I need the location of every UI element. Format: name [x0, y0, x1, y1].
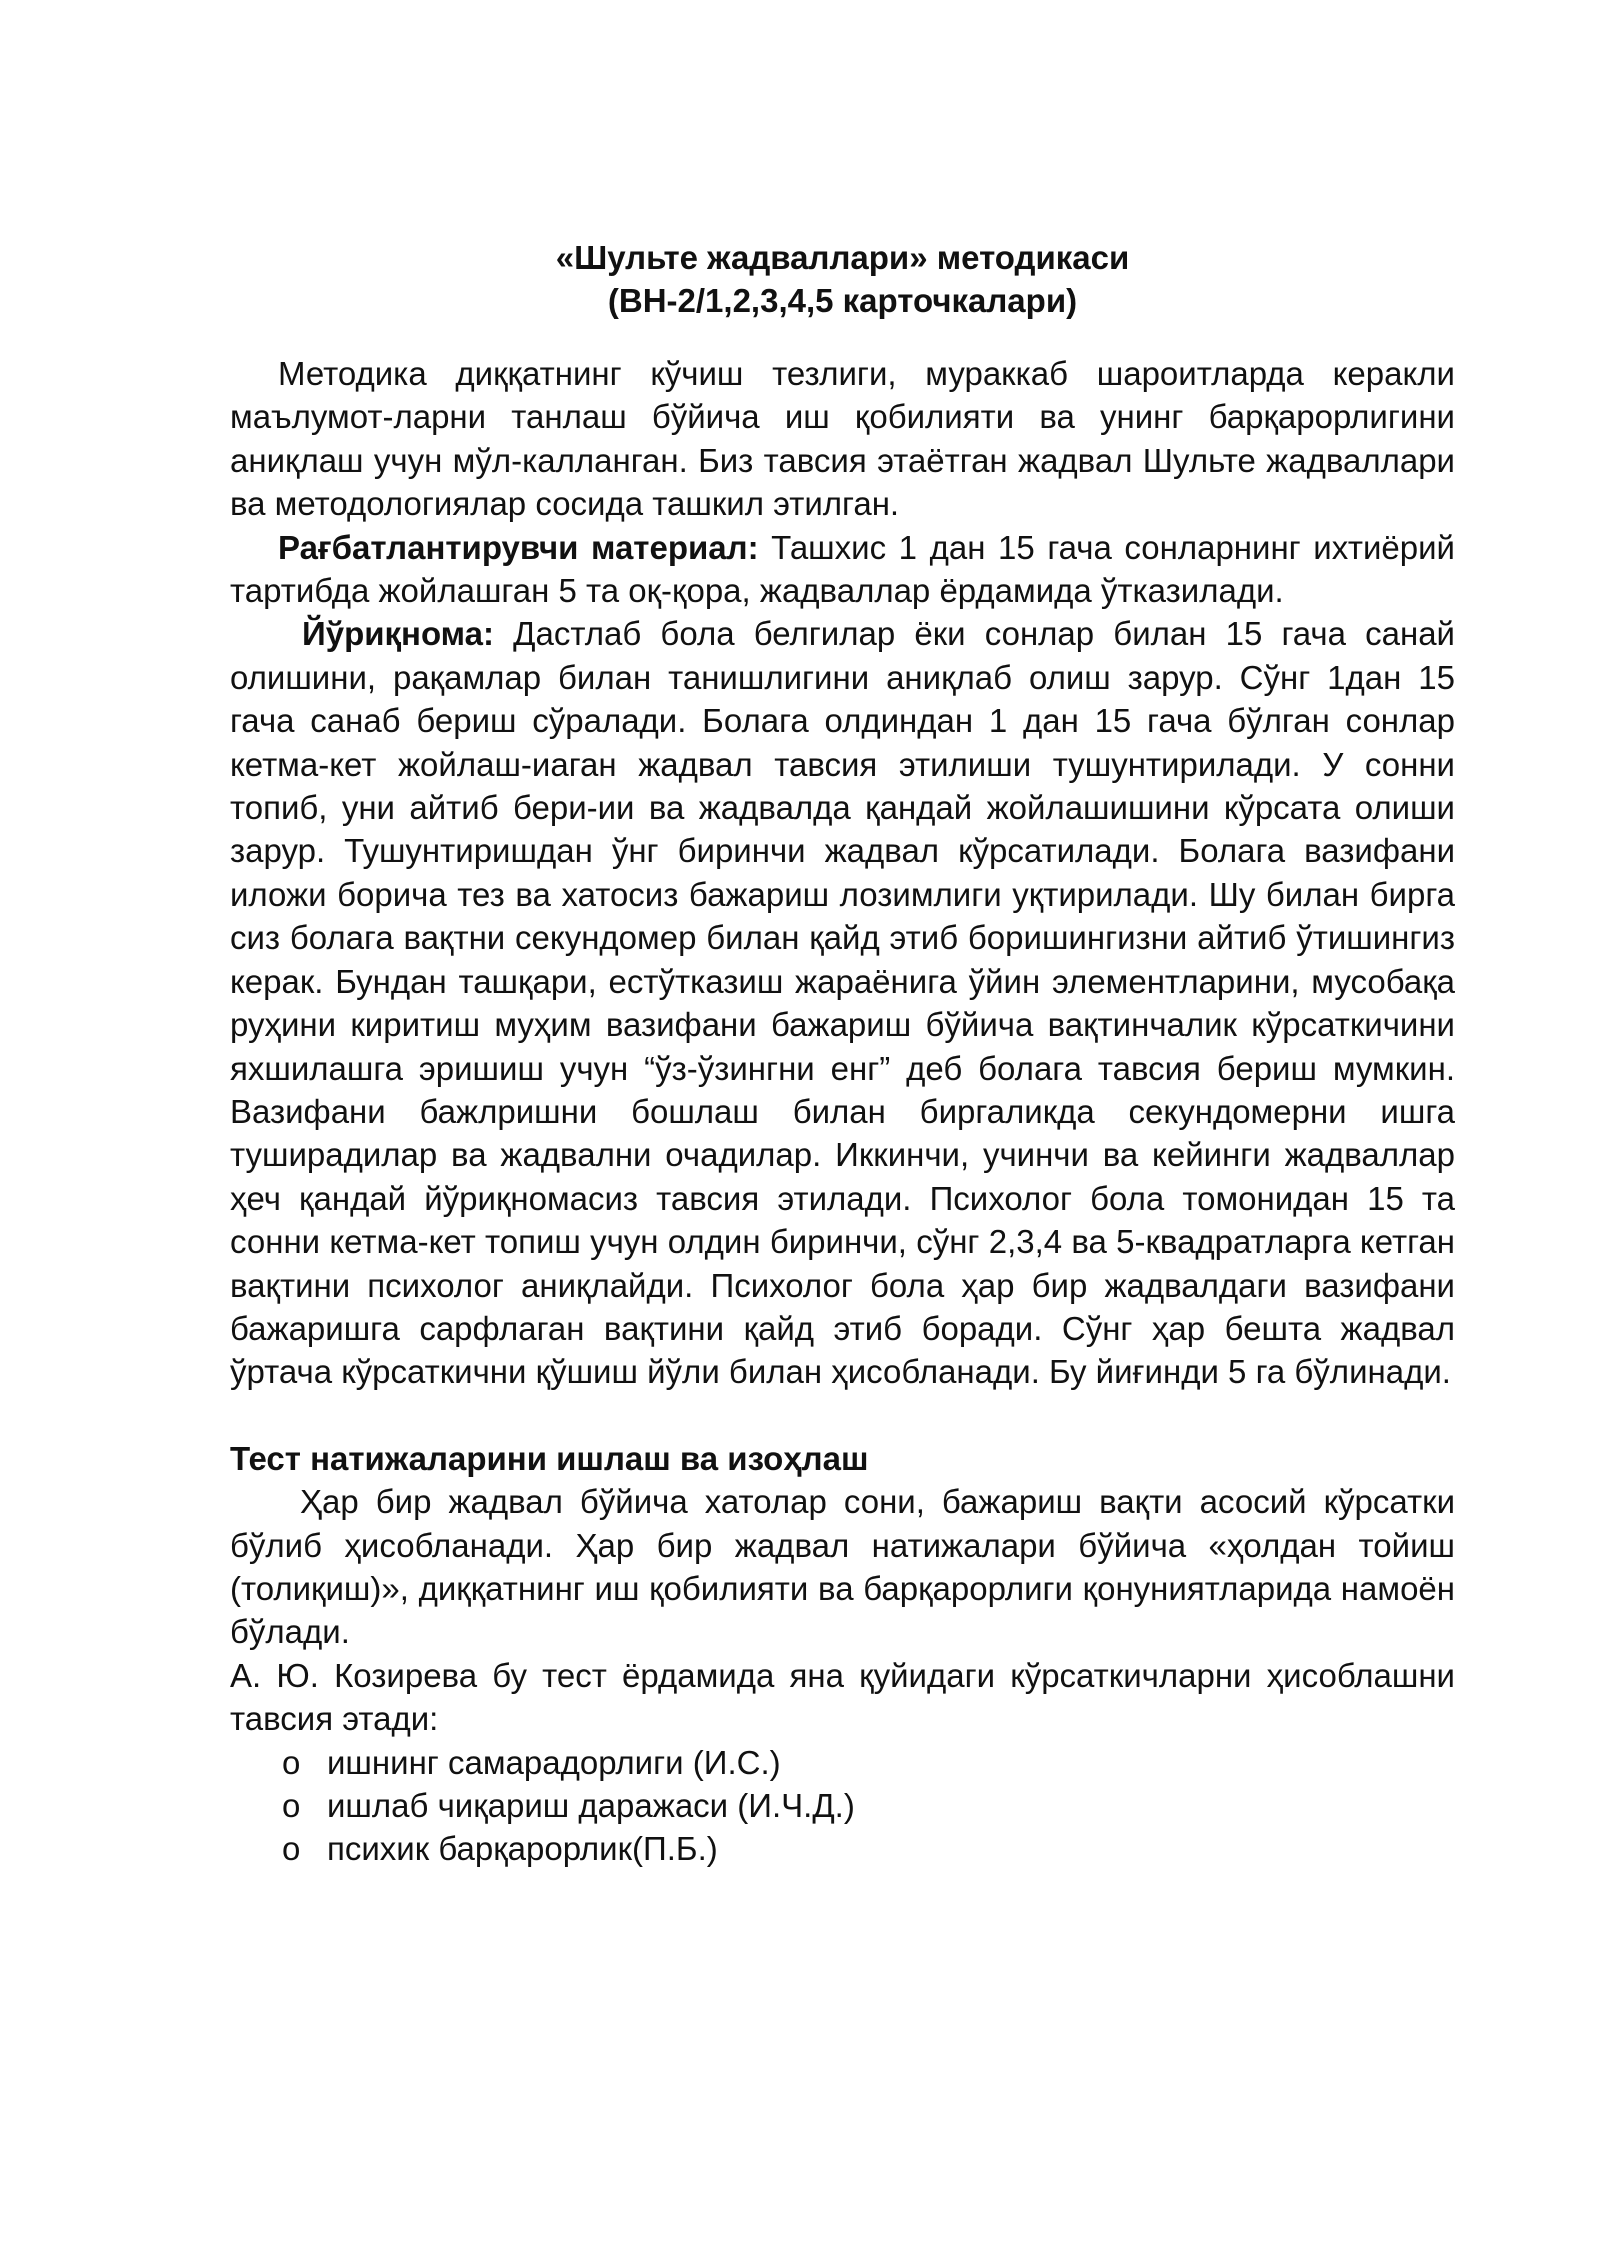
intro-paragraph: Методика диққатнинг кўчиш тезлиги, мураккаб шароитларда керакли маълумот-ларни танлаш бўйича иш қобилияти ва унинг барқарорлигини аниқлаш учун мўл-калланган. Биз тавсия этаётган жадвал Шульте жадваллари ва методологиялар сосида ташкил этилган.	[230, 355, 1455, 523]
material-text: Ташхис 1 дан 15 гача сонларнинг ихтиёрий тартибда жойлашган 5 та оқ-қора, жадваллар ёрдамида ўтказилади.	[230, 528, 1455, 610]
instruction-paragraph	[230, 612, 1455, 1393]
list-item	[282, 1784, 1455, 1827]
results-heading: Тест натижаларини ишлаш ва изоҳлаш	[230, 1439, 869, 1477]
list-item-text: ишнинг самарадорлиги (И.С.)	[327, 1743, 781, 1781]
list-bullet: o	[282, 1830, 301, 1868]
indicator-list	[230, 1741, 1455, 1871]
material-paragraph	[230, 526, 1455, 613]
title-line-2: (ВН-2/1,2,3,4,5 карточкалари)	[607, 282, 1078, 319]
list-item	[282, 1741, 1455, 1784]
list-bullet: o	[282, 1787, 301, 1824]
document-page	[230, 236, 1455, 1871]
list-item-text: ишлаб чиқариш даражаси (И.Ч.Д.)	[327, 1787, 855, 1824]
material-label: Рағбатлантирувчи материал:	[278, 528, 759, 566]
document-title	[230, 236, 1455, 322]
instruction-label: Йўриқнома:	[302, 615, 495, 653]
title-line-1: «Шульте жадваллари» методикаси	[555, 239, 1130, 276]
list-bullet: o	[282, 1743, 301, 1781]
list-item	[282, 1827, 1455, 1870]
list-item-text: психик барқарорлик(П.Б.)	[327, 1830, 718, 1868]
kozireva-paragraph: А. Ю. Козирева бу тест ёрдамида яна қуйидаги кўрсаткичларни ҳисоблашни тавсия этади:	[230, 1656, 1455, 1738]
instruction-text: Дастлаб бола белгилар ёки сонлар билан 15 гача санай олишини, рақамлар билан танишлигини аниқлаб олиш зарур. Сўнг 1дан 15 гача санаб бериш сўралади. Болага олдиндан 1 дан 15 гача бўлган сонлар кетма-кет жойлаш-иаган жадвал тавсия этилиши тушунтирилади. У сонни топиб, уни айтиб бери-ии ва жадвалда қандай жойлашишини кўрсата олиши зарур. Тушунтиришдан ўнг биринчи жадвал кўрсатилади. Болага вазифани иложи борича тез ва хатосиз бажариш лозимлиги уқтирилади. Шу билан бирга сиз болага вақтни секундомер билан қайд этиб боришингизни айтиб ўтишингиз керак. Бундан ташқари, естўтказиш жараёнига ўйин элементларини, мусобақа руҳини киритиш муҳим вазифани бажариш бўйича вақтинчалик кўрсаткичини яхшилашга эришиш учун “ўз-ўзингни енг” деб болага тавсия бериш мумкин. Вазифани бажлришни бошлаш билан биргаликда секундомерни ишга туширадилар ва жадвални очадилар. Иккинчи, учинчи ва кейинги жадваллар ҳеч қандай йўриқномасиз тавсия этилади. Психолог бола томонидан 15 та сонни кетма-кет топиш учун олдин биринчи, сўнг 2,3,4 ва 5-квадратларга кетган вақтини психолог аниқлайди. Психолог бола ҳар бир жадвалдаги вазифани бажаришга сарфлаган вақтини қайд этиб боради. Сўнг ҳар бешта жадвал ўртача кўрсаткични қўшиш йўли билан ҳисобланади. Бу йиғинди 5 га бўлинади.	[230, 615, 1455, 1391]
results-paragraph: Ҳар бир жадвал бўйича хатолар сони, бажариш вақти асосий кўрсатки бўлиб ҳисобланади. Ҳар бир жадвал натижалари бўйича «ҳолдан тойиш (толиқиш)», диққатнинг иш қобилияти ва барқарорлиги қонуниятларида намоён бўлади.	[230, 1483, 1455, 1651]
